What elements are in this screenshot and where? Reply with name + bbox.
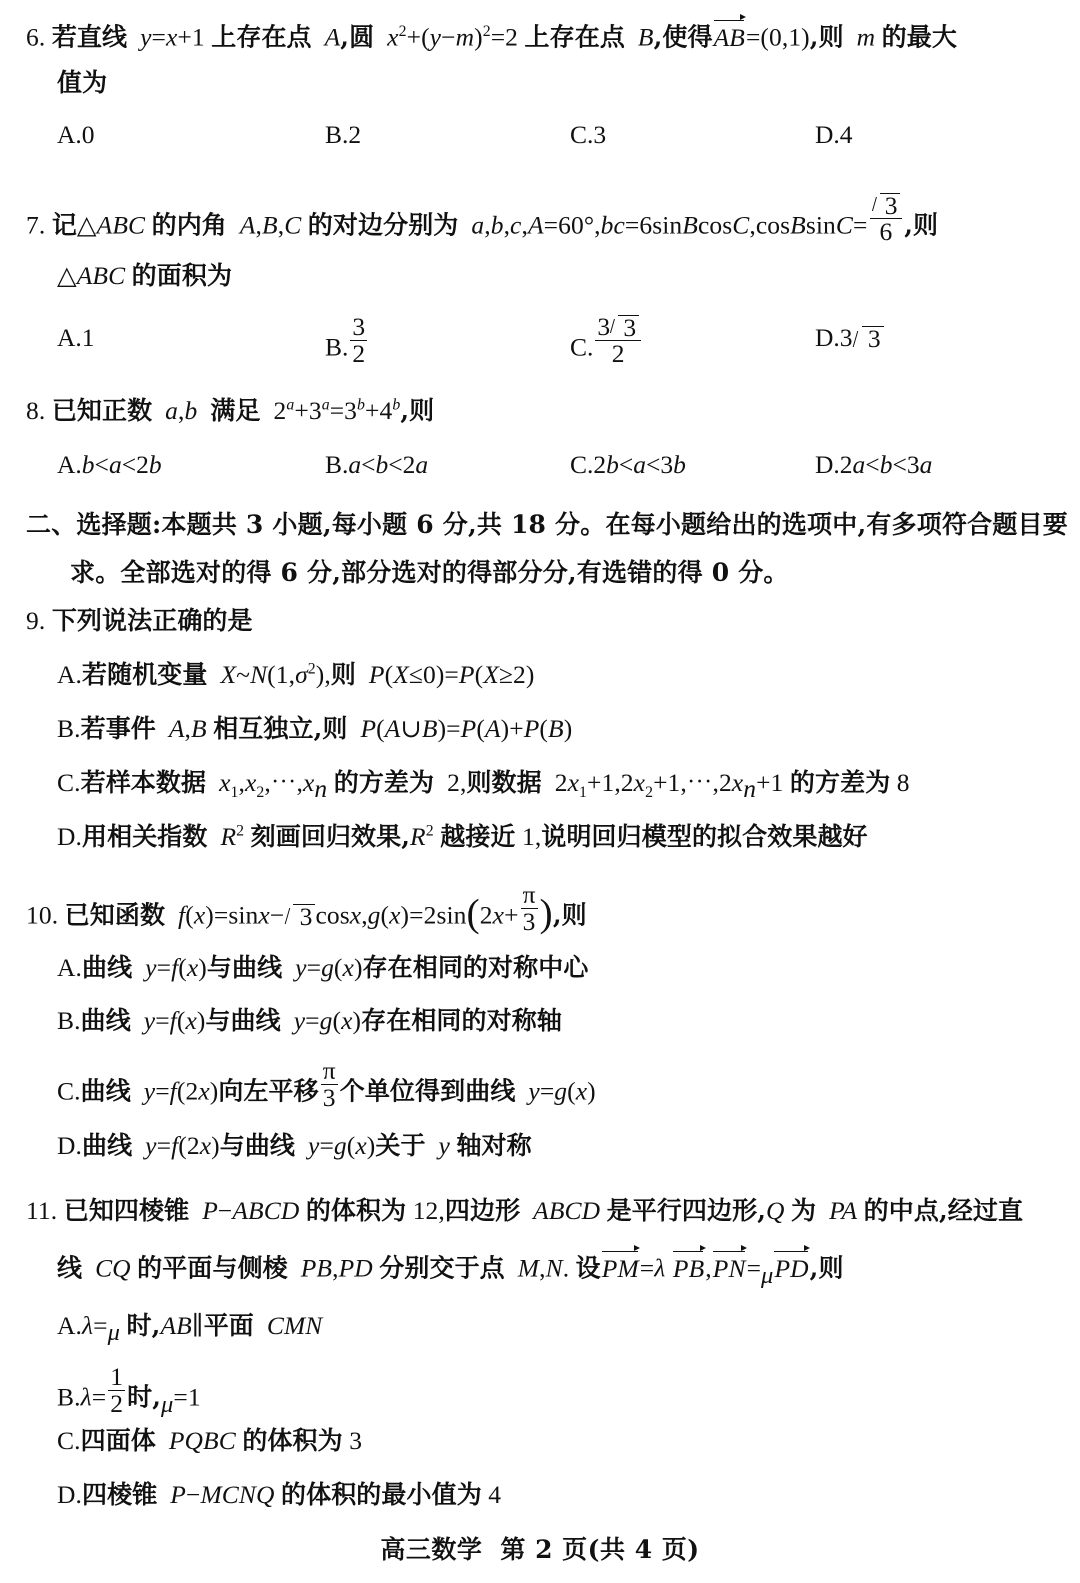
q11-option-b[interactable]: B.λ= $\frac{1}{2}$ 时$,_\mu=1$: [57, 1362, 201, 1419]
q11-option-a[interactable]: $A.\lambda=_\mu$ 时,AB∥平面 CMN: [57, 1311, 323, 1347]
q6-option-d-label: D.: [815, 120, 840, 149]
q8-option-a-label: A.: [57, 450, 82, 479]
q11-l2-text-3: 分别交于点: [379, 1253, 505, 1283]
q9-option-d-label: D.: [57, 822, 82, 851]
q6-option-b-label: B.: [325, 120, 349, 149]
question-6-number: 6.: [26, 22, 46, 52]
question-7-stem-line1: 7. 记△ABC 的内角 A,B,C 的对边分别为 a,b,c,A=60°,bc=6sinBcosC,cosBsinC= $\frac{3}{6}$ ,则: [26, 191, 939, 247]
q11-text-2: 的体积为: [305, 1196, 407, 1225]
q6-option-c-label: C.: [570, 120, 594, 149]
q9-option-b[interactable]: B.若事件 A,B 相互独立,则 P(A∪B)=P(A)+P(B): [57, 714, 573, 743]
question-10-stem: 10. 已知函数 f(x)=sinx− 3 cosx,g(x)=2sin(2x+ $\frac{\pi}{3}$ ),则: [26, 880, 587, 937]
q6-option-d-value: 4: [839, 120, 853, 149]
q6-text-2: 上存在点: [211, 22, 312, 52]
q6-option-c[interactable]: [570, 122, 606, 148]
q9-option-d[interactable]: D.用相关指数 $R^2$ 刻画回归效果$,R^2$ 越接近 1,说明回归模型的拟合效果越好: [57, 822, 868, 851]
q10-text-1: 已知函数: [64, 900, 166, 930]
question-11-stem-line1: 11. 已知四棱锥 P−ABCD 的体积为 12,四边形 ABCD 是平行四边形,Q 为 PA 的中点,经过直: [26, 1196, 1024, 1225]
vector-PN: PN: [713, 1253, 746, 1281]
q10-option-a[interactable]: A.曲线 y=f(x)与曲线 y=g(x)存在相同的对称中心: [57, 953, 589, 982]
q7-option-d[interactable]: D.3 3: [815, 325, 884, 351]
question-10-number: 10.: [26, 900, 59, 930]
q8-text-2: 满足: [210, 396, 261, 425]
q10-sqrt3: 3: [285, 902, 315, 928]
footer-page-label: 第 2 页(共 4 页): [500, 1535, 700, 1564]
q7-option-a-label: A.: [57, 323, 82, 352]
vector-PD: PD: [774, 1253, 808, 1281]
q10-option-b[interactable]: B.曲线 y=f(x)与曲线 y=g(x)存在相同的对称轴: [57, 1006, 562, 1035]
q10-option-c-label: C.: [57, 1076, 81, 1106]
q11-l2-text-2: 的平面与侧棱: [137, 1253, 288, 1283]
vector-PM: PM: [602, 1253, 639, 1281]
question-6-stem-line2: 值为: [57, 68, 108, 97]
q9-option-c[interactable]: C.若样本数据 $x_1,x_2,\cdots,x_n$ 的方差为 2,则数据 $2x_1+1,2x_2+1,\cdots,2x_n+1$ 的方差为 8: [57, 768, 910, 804]
section-heading-line1: 二、选择题:本题共 3 小题,每小题 6 分,共 18 分。在每小题给出的选项中,有多项符合题目要: [26, 510, 1068, 539]
q11-option-a-label: A.: [57, 1311, 82, 1340]
q11-l2-text-4: 设: [575, 1253, 601, 1283]
q7-option-b-fraction: [350, 314, 367, 367]
q11-l2-text-5: ,则: [809, 1253, 844, 1283]
q7-fraction-sqrt3-over-6: $\frac{3}{6}$: [870, 192, 903, 245]
q9-stem-text: 下列说法正确的是: [51, 606, 253, 635]
q9-option-c-label: C.: [57, 768, 81, 797]
q8-option-c[interactable]: C.2b<a<3b: [570, 450, 686, 479]
page-footer: [0, 1530, 1080, 1566]
question-11-stem-line2: 线 CQ 的平面与侧棱 PB,PD 分别交于点 M,N. 设PM =λ PB ,PN $=_\mu PD$ ,则: [57, 1253, 844, 1281]
q10-text-2: ,则: [552, 900, 587, 930]
vector-AB: AB: [714, 22, 745, 50]
q8-option-c-label: C.: [570, 450, 594, 479]
q10-option-d[interactable]: D.曲线 y=f(2x)与曲线 y=g(x)关于 y 轴对称: [57, 1131, 532, 1160]
question-7-number: 7.: [26, 210, 46, 240]
q6-text-1: 若直线: [51, 22, 128, 52]
footer-subject: 高三数学: [380, 1535, 483, 1564]
q6-text-4: 上存在点: [524, 22, 625, 52]
q6-text-3: ,圆: [340, 22, 375, 52]
q11-text-1: 已知四棱锥: [63, 1196, 190, 1225]
q7-option-d-label: D.: [815, 323, 840, 352]
q10-option-c-fraction: $\frac{\pi}{3}$: [322, 1056, 336, 1113]
question-7-stem-line2: △ABC 的面积为: [57, 261, 233, 290]
q7-opt-d-sqrt: 3: [854, 325, 884, 351]
q6-option-b-value: 2: [348, 120, 362, 149]
q7-option-c[interactable]: [570, 312, 643, 371]
q10-option-c[interactable]: C.曲线 y=f(2x)向左平移 $\frac{\pi}{3}$ 个单位得到曲线 y=g(x): [57, 1056, 596, 1113]
q6-text-7: 的最大: [881, 22, 957, 52]
q6-option-a-value: 0: [81, 120, 95, 149]
q6-text-6: ,则: [809, 22, 844, 52]
q10-fraction-pi-over-3: [521, 882, 538, 935]
q7-text-2: 的内角: [151, 210, 227, 240]
q6-option-a[interactable]: [57, 122, 95, 148]
q8-option-b-label: B.: [325, 450, 349, 479]
q6-option-b[interactable]: [325, 122, 361, 148]
question-9-number: 9.: [26, 606, 46, 635]
q7-option-b[interactable]: [325, 312, 369, 371]
q11-opt-b-num: 1: [110, 1362, 124, 1392]
q7-opt-c-den: 2: [595, 340, 640, 367]
q10-frac-den: 3: [521, 908, 538, 935]
q8-option-b[interactable]: B.a<b<2a: [325, 450, 429, 479]
q10-option-d-label: D.: [57, 1131, 82, 1160]
q7-text-1: 记: [51, 210, 77, 240]
q6-option-d[interactable]: [815, 122, 853, 148]
q8-option-d-label: D.: [815, 450, 840, 479]
q6-text-5: ,使得: [653, 22, 713, 52]
q7-option-b-label: B.: [325, 332, 349, 362]
q11-opt-b-den: 2: [110, 1389, 124, 1419]
q7-text-4: ,则: [904, 210, 939, 240]
q11-option-b-label: B.: [57, 1382, 81, 1412]
question-8-number: 8.: [26, 396, 46, 425]
question-6-stem-line1: 6. 若直线 y=x+1 上存在点 A,圆 $x^2+(y-m)^2=2$ 上存在点 B,使得AB =(0,1),则 m 的最大: [26, 22, 957, 50]
q6-option-c-value: 3: [593, 120, 607, 149]
question-8-stem: 8. 已知正数 a,b 满足 $2^a+3^a=3^b+4^b$,则: [26, 396, 435, 425]
q10-option-b-label: B.: [57, 1006, 81, 1035]
q7-text-3: 的对边分别为: [307, 210, 459, 240]
q7-opt-b-den: 2: [352, 339, 366, 369]
q8-text-3: ,则: [400, 396, 435, 425]
q10-frac-num: π: [522, 880, 536, 910]
question-9-stem: [26, 608, 253, 634]
q11-option-d[interactable]: D.四棱锥 P−MCNQ 的体积的最小值为 4: [57, 1480, 502, 1509]
q9-option-b-label: B.: [57, 714, 81, 743]
q7-option-a-value: 1: [81, 323, 95, 352]
q7-option-c-label: C.: [570, 332, 594, 362]
section-heading-line2: 求。全部选对的得 6 分,部分选对的得部分分,有选错的得 0 分。: [70, 558, 789, 587]
q9-option-a-label: A.: [57, 660, 82, 689]
q6-option-a-label: A.: [57, 120, 82, 149]
q8-option-d[interactable]: D.2a<b<3a: [815, 450, 933, 479]
q11-option-b-fraction: [108, 1364, 125, 1417]
q11-option-c-label: C.: [57, 1426, 81, 1455]
q7-line2-text: 的面积为: [131, 261, 233, 290]
q10-option-a-label: A.: [57, 953, 82, 982]
q7-option-a[interactable]: [57, 325, 95, 351]
q11-option-c[interactable]: C.四面体 PQBC 的体积为 3: [57, 1426, 363, 1455]
q7-frac-den: 6: [870, 218, 903, 245]
q7-opt-b-num: 3: [352, 312, 366, 342]
q9-option-a[interactable]: A.若随机变量 $X\sim N(1,\sigma^2)$,则 P(X≤0)=P(X≥2): [57, 660, 535, 689]
q11-l2-text-1: 线: [57, 1253, 83, 1283]
q11-option-d-label: D.: [57, 1480, 82, 1509]
q8-option-a[interactable]: A.b<a<2b: [57, 450, 162, 479]
q7-option-c-fraction: $\frac{3 3}{2}$: [595, 314, 640, 367]
question-11-number: 11.: [26, 1196, 58, 1225]
q8-text-1: 已知正数: [51, 396, 153, 425]
vector-PB: PB: [673, 1253, 704, 1281]
